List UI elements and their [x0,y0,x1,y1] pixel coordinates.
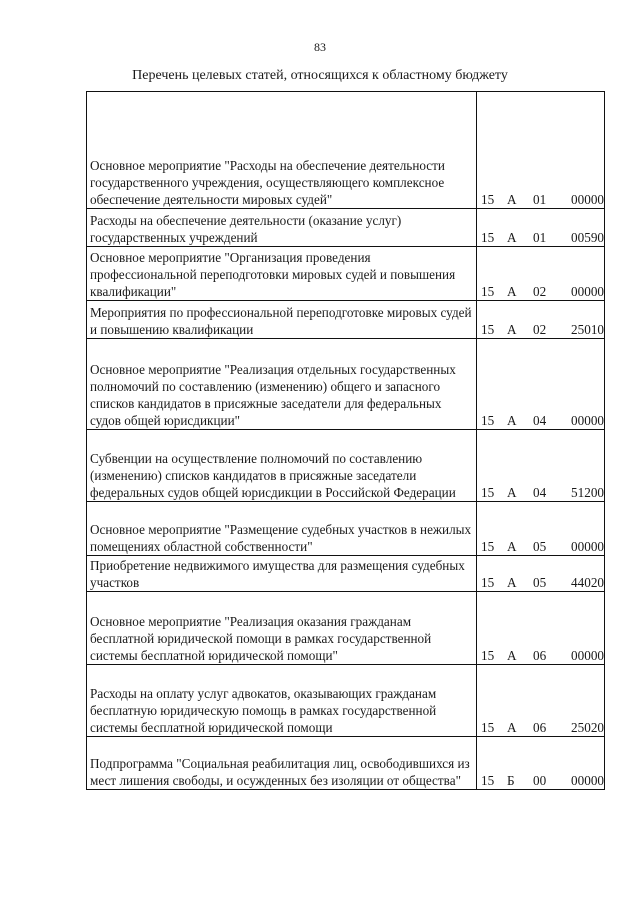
row-code [477,556,605,592]
program-code: 15 [481,648,495,663]
row-code [477,301,605,339]
main-event-code: 04 [533,413,547,428]
row-description: Основное мероприятие "Реализация отдельных государственных полномочий по составлению (изменению) общего и запасного списков кандидатов в присяжные заседатели для федеральных судов общей юрисдикции" [87,339,477,430]
row-description: Основное мероприятие "Расходы на обеспечение деятельности государственного учреждения, осуществляющего комплексное обеспечение деятельности мировых судей" [87,92,477,209]
table-row [87,556,605,592]
row-code [477,737,605,790]
direction-code: 00000 [571,773,604,788]
subprogram-code: А [507,284,517,299]
main-event-code: 01 [533,192,547,207]
table-row [87,592,605,665]
main-event-code: 02 [533,284,547,299]
document-title: Перечень целевых статей, относящихся к областному бюджету [132,68,508,83]
program-code: 15 [481,720,495,735]
direction-code: 00000 [571,539,604,554]
subprogram-code: А [507,575,517,590]
program-code: 15 [481,192,495,207]
row-code [477,592,605,665]
main-event-code: 05 [533,539,547,554]
table-row [87,665,605,737]
row-code [477,339,605,430]
table-row [87,430,605,502]
main-event-code: 05 [533,575,547,590]
direction-code: 00000 [571,284,604,299]
page-number: 83 [314,40,326,54]
row-code [477,502,605,556]
subprogram-code: Б [507,773,515,788]
program-code: 15 [481,284,495,299]
direction-code: 00000 [571,413,604,428]
direction-code: 25020 [571,720,604,735]
subprogram-code: А [507,322,517,337]
row-description: Мероприятия по профессиональной переподготовке мировых судей и повышению квалификации [87,301,477,339]
program-code: 15 [481,575,495,590]
main-event-code: 04 [533,485,547,500]
direction-code: 25010 [571,322,604,337]
target-articles-table [86,91,605,790]
row-code [477,247,605,301]
table-row [87,301,605,339]
main-event-code: 06 [533,720,547,735]
subprogram-code: А [507,648,517,663]
direction-code: 44020 [571,575,604,590]
row-description: Субвенции на осуществление полномочий по составлению (изменению) списков кандидатов в присяжные заседатели федеральных судов общей юрисдикции в Российской Федерации [87,430,477,502]
main-event-code: 00 [533,773,547,788]
direction-code: 00000 [571,192,604,207]
program-code: 15 [481,773,495,788]
program-code: 15 [481,485,495,500]
table-row [87,502,605,556]
row-description: Основное мероприятие "Реализация оказания гражданам бесплатной юридической помощи в рамках государственной системы бесплатной юридической помощи" [87,592,477,665]
table-row [87,737,605,790]
main-event-code: 06 [533,648,547,663]
table-row [87,209,605,247]
program-code: 15 [481,322,495,337]
row-description: Основное мероприятие "Организация проведения профессиональной переподготовки мировых судей и повышения квалификации" [87,247,477,301]
main-event-code: 01 [533,230,547,245]
direction-code: 00590 [571,230,604,245]
subprogram-code: А [507,230,517,245]
table-row [87,92,605,209]
subprogram-code: А [507,720,517,735]
row-code [477,430,605,502]
table-row [87,247,605,301]
program-code: 15 [481,413,495,428]
row-description: Приобретение недвижимого имущества для размещения судебных участков [87,556,477,592]
program-code: 15 [481,230,495,245]
row-description: Расходы на обеспечение деятельности (оказание услуг) государственных учреждений [87,209,477,247]
row-code [477,209,605,247]
table-row [87,339,605,430]
row-description: Подпрограмма "Социальная реабилитация лиц, освободившихся из мест лишения свободы, и осужденных без изоляции от общества" [87,737,477,790]
program-code: 15 [481,539,495,554]
row-description: Основное мероприятие "Размещение судебных участков в нежилых помещениях областной собственности" [87,502,477,556]
direction-code: 51200 [571,485,604,500]
row-description: Расходы на оплату услуг адвокатов, оказывающих гражданам бесплатную юридическую помощь в рамках государственной системы бесплатной юридической помощи [87,665,477,737]
main-event-code: 02 [533,322,547,337]
subprogram-code: А [507,485,517,500]
row-code [477,665,605,737]
row-code [477,92,605,209]
subprogram-code: А [507,192,517,207]
subprogram-code: А [507,539,517,554]
subprogram-code: А [507,413,517,428]
direction-code: 00000 [571,648,604,663]
